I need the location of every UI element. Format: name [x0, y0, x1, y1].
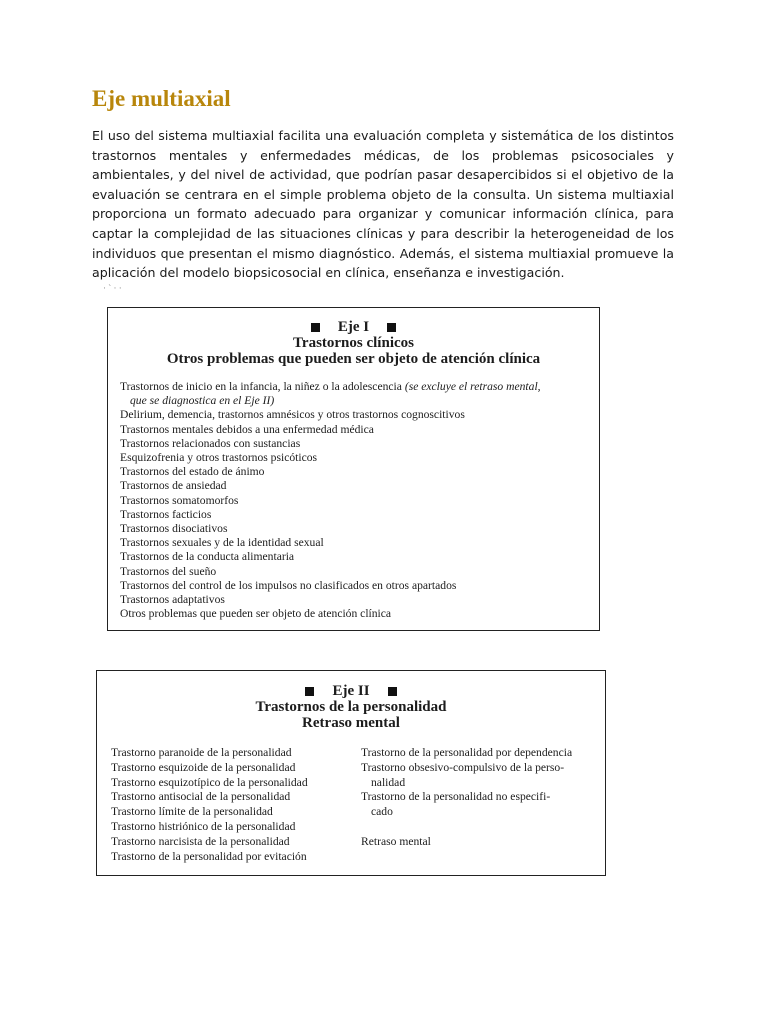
- list-item: Trastorno esquizoide de la personalidad: [111, 760, 296, 774]
- list-item: Trastorno de la personalidad por evitación: [111, 849, 307, 863]
- list-item-continuation: cado: [371, 805, 393, 819]
- axis-1-subtitle-2: Otros problemas que pueden ser objeto de atención clínica: [166, 351, 541, 367]
- list-item: Trastorno de la personalidad por dependencia: [361, 746, 573, 759]
- list-item: Trastornos adaptativos: [120, 593, 225, 607]
- axis-2-columns: [111, 746, 593, 864]
- square-bullet-icon: [387, 323, 396, 332]
- list-item: Trastornos del control de los impulsos no clasificados en otros apartados: [120, 578, 457, 592]
- list-item: Trastorno antisocial de la personalidad: [111, 790, 291, 804]
- axis-1-label: Eje I: [337, 319, 370, 335]
- list-item: Trastorno narcisista de la personalidad: [111, 834, 290, 848]
- list-item: Trastornos facticios: [120, 507, 212, 521]
- list-item: Otros problemas que pueden ser objeto de atención clínica: [120, 607, 392, 621]
- axis-2-title-line: [97, 683, 605, 699]
- list-item: Trastornos somatomorfos: [120, 493, 239, 507]
- list-item: Esquizofrenia y otros trastornos psicóticos: [120, 451, 318, 465]
- list-item: Retraso mental: [361, 834, 431, 848]
- axis-2-subtitle-1: Trastornos de la personalidad: [255, 699, 447, 715]
- list-item: [120, 380, 590, 394]
- list-item: Trastorno paranoide de la personalidad: [111, 746, 292, 759]
- axis-1-note-a: (se excluye el retraso mental,: [404, 380, 541, 393]
- list-item: Trastornos de la conducta alimentaria: [120, 550, 295, 564]
- axis-2-left-list: [111, 746, 361, 864]
- list-item: Trastornos del estado de ánimo: [120, 465, 265, 479]
- list-item: Trastorno esquizotípico de la personalidad: [111, 775, 308, 789]
- list-item: Trastorno histriónico de la personalidad: [111, 819, 296, 833]
- list-spacer: [361, 820, 593, 835]
- page-title: Eje multiaxial: [92, 86, 231, 111]
- list-item: Trastornos de ansiedad: [120, 479, 227, 493]
- axis-1-header: [108, 319, 599, 367]
- square-bullet-icon: [388, 687, 397, 696]
- list-item: Trastornos del sueño: [120, 564, 217, 578]
- square-bullet-icon: [305, 687, 314, 696]
- list-item: Trastornos relacionados con sustancias: [120, 436, 301, 450]
- axis-1-first-item: Trastornos de inicio en la infancia, la niñez o la adolescencia: [120, 380, 402, 393]
- list-item: Delirium, demencia, trastornos amnésicos y otros trastornos cognoscitivos: [120, 408, 465, 422]
- axis-1-subtitle-1: Trastornos clínicos: [293, 335, 414, 351]
- axis-1-note-b: que se diagnostica en el Eje II): [130, 394, 275, 408]
- axis-2-right-list: [361, 746, 593, 864]
- list-item: Trastorno límite de la personalidad: [111, 805, 273, 819]
- square-bullet-icon: [311, 323, 320, 332]
- scan-mark: · ` · ·: [103, 283, 122, 293]
- list-item: Trastorno obsesivo-compulsivo de la perso-: [361, 760, 565, 774]
- axis-2-box: [96, 670, 606, 876]
- list-item: Trastornos sexuales y de la identidad sexual: [120, 536, 324, 550]
- axis-2-subtitle-2: Retraso mental: [302, 715, 400, 731]
- axis-1-box: [107, 307, 600, 631]
- list-item: Trastorno de la personalidad no especifi-: [361, 790, 551, 804]
- axis-2-header: [97, 683, 605, 731]
- intro-paragraph: El uso del sistema multiaxial facilita una evaluación completa y sistemática de los distintos trastornos mentales y enfermedades médicas, de los problemas psicosociales y ambientales, y del nivel de actividad, que podrían pasar desapercibidos si el objetivo de la evaluación se centrara en el simple problema objeto de la consulta. Un sistema multiaxial proporciona un formato adecuado para organizar y comunicar información clínica, para captar la complejidad de las situaciones clínicas y para describir la heterogeneidad de los individuos que presentan el mismo diagnóstico. Además, el sistema multiaxial promueve la aplicación del modelo biopsicosocial en clínica, enseñanza e investigación.: [92, 128, 674, 281]
- axis-2-label: Eje II: [332, 683, 370, 699]
- list-item: Trastornos mentales debidos a una enfermedad médica: [120, 422, 374, 436]
- axis-1-title-line: [108, 319, 599, 335]
- list-item: Trastornos disociativos: [120, 522, 228, 536]
- list-item-continuation: nalidad: [371, 775, 406, 789]
- axis-1-list: [120, 380, 590, 621]
